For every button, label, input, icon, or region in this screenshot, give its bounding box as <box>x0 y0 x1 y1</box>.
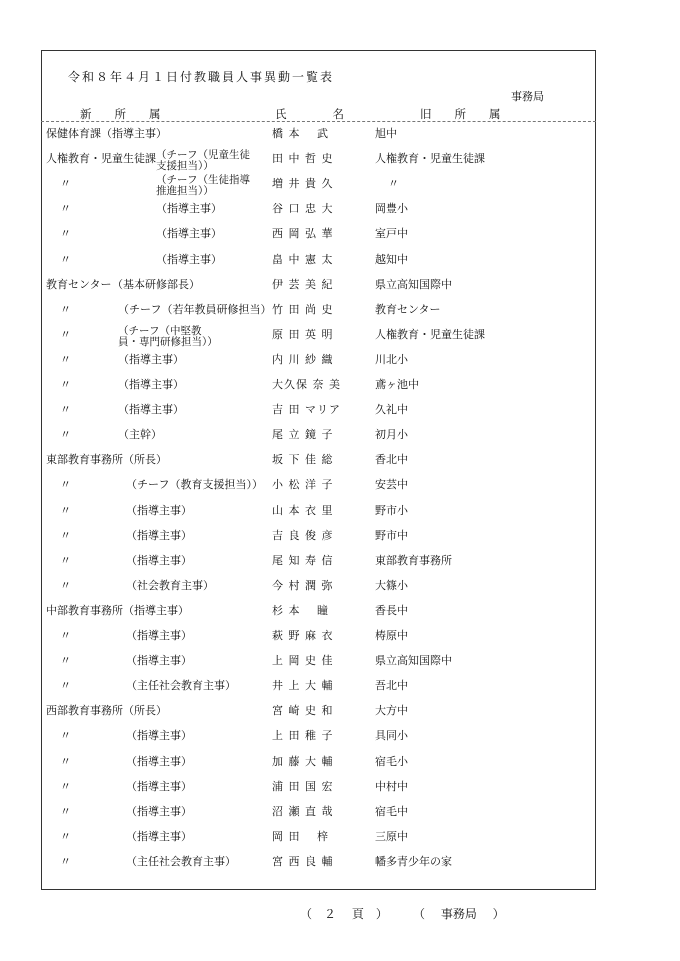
row-department: 〃 <box>60 302 71 316</box>
table-row <box>0 150 680 175</box>
row-role: （チーフ（中堅教員・専門研修担当）） <box>118 324 218 348</box>
row-role: （指導主事） <box>126 779 192 793</box>
row-role: （指導主事） <box>118 352 184 366</box>
row-department: 〃 <box>60 578 71 592</box>
row-old-affiliation: 久礼中 <box>375 403 408 417</box>
row-role: （所長） <box>123 704 167 718</box>
page-number: （ ２ 頁 ） <box>300 907 388 921</box>
table-row <box>0 326 680 351</box>
row-name: 浦 田 国 宏 <box>272 779 334 793</box>
row-old-affiliation: 〃 <box>388 177 399 191</box>
row-old-affiliation: 県立高知国際中 <box>375 277 452 291</box>
row-role: （指導主事） <box>118 378 184 391</box>
row-name: 原 田 英 明 <box>272 327 334 341</box>
header-old-affiliation: 旧 所 属 <box>420 107 501 121</box>
row-role: （指導主事） <box>126 553 192 567</box>
row-role: （指導主事） <box>126 754 192 768</box>
row-old-affiliation: 梼原中 <box>375 629 408 642</box>
row-name: 吉 良 俊 彦 <box>272 528 334 542</box>
row-old-affiliation: 具同小 <box>375 729 408 743</box>
table-row <box>0 451 680 476</box>
row-department: 〃 <box>60 729 71 743</box>
row-department: 保健体育課 <box>46 127 101 140</box>
table-row <box>0 627 680 652</box>
row-old-affiliation: 県立高知国際中 <box>375 654 452 668</box>
row-name: 増 井 貴 久 <box>272 177 334 191</box>
table-row <box>0 702 680 727</box>
row-role: （チーフ（生徒指導推進担当）） <box>156 174 250 198</box>
row-department: 〃 <box>60 202 71 216</box>
row-department: 〃 <box>60 327 71 341</box>
row-department: 〃 <box>60 428 71 442</box>
row-name: 上 田 稚 子 <box>272 729 334 743</box>
row-role: （主幹） <box>118 428 162 442</box>
table-row <box>0 426 680 451</box>
row-old-affiliation: 室戸中 <box>375 227 408 241</box>
table-row <box>0 778 680 803</box>
row-name: 竹 田 尚 史 <box>272 302 334 316</box>
header-new-affiliation: 新 所 属 <box>80 107 161 121</box>
table-row <box>0 401 680 426</box>
row-name: 岡 田 梓 <box>272 829 329 843</box>
row-role: （指導主事） <box>126 528 192 542</box>
row-role: （指導主事） <box>126 804 192 818</box>
row-name: 伊 芸 美 紀 <box>272 277 334 291</box>
row-department: 〃 <box>60 553 71 567</box>
row-old-affiliation: 宿毛小 <box>375 754 408 768</box>
office-label: 事務局 <box>511 90 544 103</box>
row-department: 〃 <box>60 252 71 266</box>
table-row <box>0 175 680 200</box>
row-department: 〃 <box>60 403 71 417</box>
row-department: 〃 <box>60 227 71 241</box>
table-row <box>0 652 680 677</box>
row-old-affiliation: 旭中 <box>375 127 397 140</box>
row-name: 加 藤 大 輔 <box>272 754 334 768</box>
row-name: 内 川 紗 織 <box>272 352 334 366</box>
table-row <box>0 376 680 401</box>
row-department: 〃 <box>60 478 71 492</box>
row-old-affiliation: 越知中 <box>375 252 408 266</box>
row-old-affiliation: 鳶ヶ池中 <box>375 378 419 391</box>
row-name: 橋 本 武 <box>272 127 329 140</box>
row-department: 〃 <box>60 829 71 843</box>
row-role: （指導主事） <box>126 629 192 642</box>
row-role: （指導主事） <box>126 654 192 668</box>
row-name: 西 岡 弘 華 <box>272 227 334 241</box>
row-old-affiliation: 安芸中 <box>375 478 408 492</box>
row-role: （所長） <box>123 453 167 467</box>
row-name: 杉 本 瞳 <box>272 603 329 617</box>
row-role: （チーフ（児童生徒支援担当）） <box>156 149 250 173</box>
row-name: 萩 野 麻 衣 <box>272 629 334 642</box>
row-name: 宮 西 良 輔 <box>272 854 334 868</box>
table-row <box>0 351 680 376</box>
row-old-affiliation: 中村中 <box>375 779 408 793</box>
row-old-affiliation: 香長中 <box>375 603 408 617</box>
row-old-affiliation: 大方中 <box>375 704 408 718</box>
row-name: 井 上 大 輔 <box>272 679 334 693</box>
row-role: （チーフ（若年教員研修担当） <box>118 302 272 316</box>
row-department: 西部教育事務所 <box>46 704 123 718</box>
row-old-affiliation: 三原中 <box>375 829 408 843</box>
row-role: （指導主事） <box>126 829 192 843</box>
row-name: 沼 瀬 直 哉 <box>272 804 334 818</box>
row-role: （指導主事） <box>156 202 222 216</box>
row-department: 〃 <box>60 854 71 868</box>
row-name: 尾 立 鏡 子 <box>272 428 334 442</box>
header-divider <box>41 121 596 122</box>
row-old-affiliation: 教育センター <box>375 302 441 316</box>
table-row <box>0 276 680 301</box>
row-old-affiliation: 香北中 <box>375 453 408 467</box>
table-row <box>0 727 680 752</box>
table-row <box>0 301 680 326</box>
row-old-affiliation: 野市小 <box>375 503 408 517</box>
row-name: 今 村 潤 弥 <box>272 578 334 592</box>
row-old-affiliation: 幡多青少年の家 <box>375 854 452 868</box>
row-old-affiliation: 東部教育事務所 <box>375 553 452 567</box>
row-department: 中部教育事務所 <box>46 603 123 617</box>
row-role: （指導主事） <box>101 127 167 140</box>
table-row <box>0 753 680 778</box>
table-row <box>0 502 680 527</box>
table-row <box>0 577 680 602</box>
table-row <box>0 677 680 702</box>
table-row <box>0 527 680 552</box>
row-role: （指導主事） <box>126 503 192 517</box>
row-department: 東部教育事務所 <box>46 453 123 467</box>
row-department: 〃 <box>60 352 71 366</box>
row-department: 〃 <box>60 654 71 668</box>
row-old-affiliation: 吾北中 <box>375 679 408 693</box>
row-old-affiliation: 宿毛中 <box>375 804 408 818</box>
row-role: （指導主事） <box>126 729 192 743</box>
row-name: 山 本 衣 里 <box>272 503 334 517</box>
document-title: 令和８年４月１日付教職員人事異動一覧表 <box>68 70 335 84</box>
row-name: 大久保 奈 美 <box>272 378 341 391</box>
row-name: 田 中 哲 史 <box>272 152 334 166</box>
table-row <box>0 225 680 250</box>
row-role: （チーフ（教育支援担当）） <box>126 478 263 492</box>
table-row <box>0 476 680 501</box>
table-row <box>0 125 680 150</box>
row-role: （指導主事） <box>123 603 189 617</box>
row-role: （指導主事） <box>156 252 222 266</box>
row-name: 小 松 洋 子 <box>272 478 334 492</box>
table-row <box>0 828 680 853</box>
table-row <box>0 552 680 577</box>
row-old-affiliation: 野市中 <box>375 528 408 542</box>
row-old-affiliation: 川北小 <box>375 352 408 366</box>
table-row <box>0 853 680 878</box>
row-department: 〃 <box>60 378 71 391</box>
row-old-affiliation: 人権教育・児童生徒課 <box>375 152 485 166</box>
row-department: 〃 <box>60 629 71 642</box>
row-role: （社会教育主事） <box>126 578 214 592</box>
row-role: （主任社会教育主事） <box>126 679 236 693</box>
row-name: 畠 中 憲 太 <box>272 252 334 266</box>
header-name: 氏 名 <box>275 107 344 121</box>
row-old-affiliation: 初月小 <box>375 428 408 442</box>
row-department: 教育センター <box>46 277 112 291</box>
row-department: 〃 <box>60 804 71 818</box>
row-name: 吉 田 マリア <box>272 403 341 417</box>
row-department: 〃 <box>60 528 71 542</box>
row-old-affiliation: 大篠小 <box>375 578 408 592</box>
row-old-affiliation: 人権教育・児童生徒課 <box>375 327 485 341</box>
row-name: 宮 崎 史 和 <box>272 704 334 718</box>
row-name: 谷 口 忠 大 <box>272 202 334 216</box>
row-name: 坂 下 佳 総 <box>272 453 334 467</box>
footer-office: （ 事務局 ） <box>413 907 505 921</box>
table-row <box>0 803 680 828</box>
row-role: （指導主事） <box>118 403 184 417</box>
row-department: 〃 <box>60 754 71 768</box>
row-role: （指導主事） <box>156 227 222 241</box>
row-department: 人権教育・児童生徒課 <box>46 152 156 166</box>
table-row <box>0 251 680 276</box>
row-name: 尾 知 寿 信 <box>272 553 334 567</box>
table-row <box>0 200 680 225</box>
table-row <box>0 602 680 627</box>
row-role: （主任社会教育主事） <box>126 854 236 868</box>
row-name: 上 岡 史 佳 <box>272 654 334 668</box>
row-department: 〃 <box>60 503 71 517</box>
row-department: 〃 <box>60 177 71 191</box>
row-old-affiliation: 岡豊小 <box>375 202 408 216</box>
row-role: （基本研修部長） <box>112 277 200 291</box>
row-department: 〃 <box>60 679 71 693</box>
row-department: 〃 <box>60 779 71 793</box>
